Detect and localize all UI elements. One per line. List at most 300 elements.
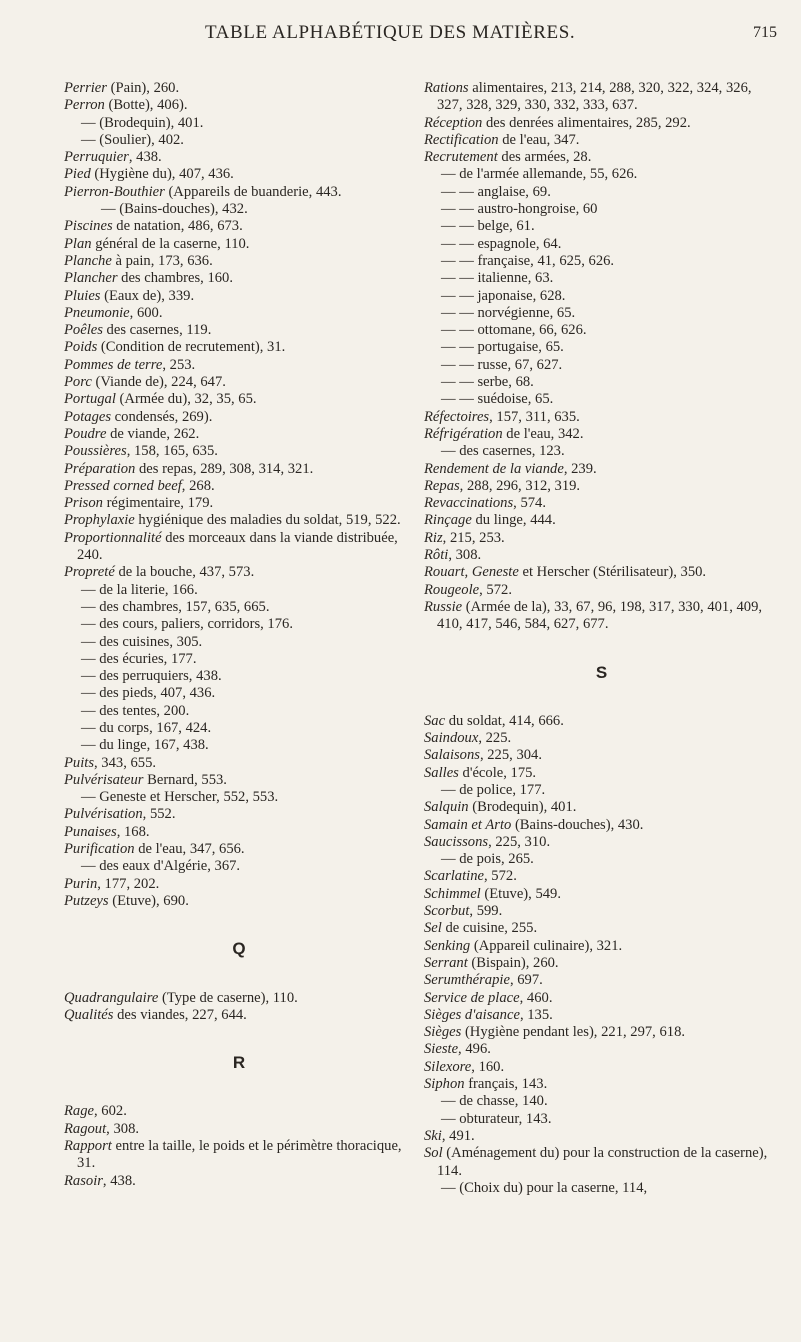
index-entry [64, 409, 414, 426]
index-entry [64, 755, 414, 772]
entry-term: Portugal [64, 391, 116, 408]
index-entry [424, 547, 779, 564]
index-entry [64, 305, 414, 322]
entry-detail: (Eaux de), 339. [100, 287, 195, 304]
entry-detail: , 491. [441, 1127, 475, 1144]
index-entry [64, 806, 414, 823]
entry-detail: — des casernes, 123. [441, 443, 565, 460]
entry-term: Perron [64, 97, 105, 114]
entry-term: Proportionnalité [64, 529, 162, 546]
index-entry [424, 530, 779, 547]
index-entry [424, 443, 779, 460]
entry-detail: — des chambres, 157, 635, 665. [81, 598, 270, 615]
entry-detail: — de police, 177. [441, 781, 546, 798]
entry-detail: , 158, 165, 635. [126, 443, 218, 460]
entry-term: Prophylaxie [64, 512, 135, 529]
index-entry [424, 747, 779, 764]
entry-detail: , 496. [458, 1041, 491, 1058]
index-entry [64, 322, 414, 339]
entry-detail: — — serbe, 68. [441, 374, 534, 391]
entry-detail: , 168. [116, 823, 150, 840]
entry-term: Rations [424, 80, 469, 96]
entry-detail: (Hygiène pendant les), 221, 297, 618. [461, 1024, 686, 1041]
entry-detail: régimentaire, 179. [102, 495, 214, 512]
entry-term: Pluies [64, 287, 101, 304]
entry-detail: (Type de caserne), 110. [158, 989, 298, 1006]
index-entry [64, 374, 414, 391]
index-entry [64, 582, 414, 599]
entry-term: Putzeys [64, 892, 109, 909]
entry-term: Plan [64, 235, 92, 252]
entry-detail: — du linge, 167, 438. [81, 737, 209, 754]
entry-term: Rôti [424, 547, 449, 564]
entry-detail: , 160. [471, 1058, 505, 1075]
index-entry [64, 720, 414, 737]
entries-p [64, 80, 414, 910]
page-header [0, 22, 801, 50]
left-column [64, 80, 414, 1190]
index-entry [64, 530, 414, 565]
entry-term: Poussières [64, 443, 127, 460]
entry-term: Scorbut [424, 903, 470, 920]
index-entry [424, 990, 779, 1007]
entry-detail: (Aménagement du) pour la construction de la caserne), 114. [437, 1145, 768, 1179]
entry-detail: — (Brodequin), 401. [81, 114, 204, 131]
page-number: 715 [753, 24, 777, 41]
entry-detail: (Etuve), 549. [480, 885, 561, 902]
entry-term: Serumthérapie [424, 972, 510, 989]
entry-term: Rouart, Geneste [424, 564, 519, 581]
entry-detail: français, 143. [464, 1076, 548, 1093]
entry-term: Rougeole [424, 581, 480, 598]
entry-term: Senking [424, 937, 471, 954]
entry-term: Réfrigération [424, 425, 503, 442]
entry-detail: de viande, 262. [106, 425, 200, 442]
index-entry [424, 236, 779, 253]
section-letter-s: S [595, 662, 608, 682]
index-entry [424, 149, 779, 166]
index-entry [64, 184, 414, 201]
index-entry [64, 339, 414, 356]
entry-detail: (Armée de la), 33, 67, 96, 198, 317, 330, 401, 409, 410, 417, 546, 584, 627, 677. [437, 598, 763, 633]
entry-term: Sièges [424, 1024, 462, 1041]
entry-detail: de la bouche, 437, 573. [114, 564, 255, 581]
index-entry [64, 990, 414, 1007]
index-entry [64, 616, 414, 633]
index-entry [64, 1007, 414, 1024]
entry-term: Poudre [64, 425, 107, 442]
index-entry [64, 478, 414, 495]
index-entry [64, 149, 414, 166]
entry-detail: (Pain), 260. [106, 80, 180, 96]
index-entry [424, 270, 779, 287]
entry-term: Potages [64, 408, 112, 425]
entry-detail: , 602. [94, 1103, 127, 1120]
entry-term: Puits [64, 754, 94, 771]
index-entry [424, 512, 779, 529]
entry-detail: Bernard, 553. [143, 771, 227, 788]
entry-detail: (Hygiène du), 407, 436. [90, 166, 234, 183]
index-entry [424, 426, 779, 443]
entry-detail: (Viande de), 224, 647. [91, 374, 226, 391]
entry-detail: — des tentes, 200. [81, 702, 190, 719]
entry-detail: des armées, 28. [497, 149, 592, 166]
entry-detail: , 215, 253. [442, 529, 505, 546]
entry-term: Poids [64, 339, 98, 356]
index-entry [64, 651, 414, 668]
index-entry [64, 80, 414, 97]
index-entry [64, 236, 414, 253]
entry-term: Poêles [64, 322, 103, 339]
index-entry [64, 426, 414, 443]
entry-detail: , 552. [142, 806, 176, 823]
entry-detail: (Armée du), 32, 35, 65. [115, 391, 257, 408]
index-entry [64, 1173, 414, 1190]
index-entry [64, 824, 414, 841]
entry-detail: — — norvégienne, 65. [441, 304, 576, 321]
entry-term: Sièges d'aisance [424, 1006, 520, 1023]
index-entry [64, 253, 414, 270]
entry-detail: — des pieds, 407, 436. [81, 685, 216, 702]
index-entry [424, 834, 779, 851]
index-entry [424, 972, 779, 989]
entry-detail: , 225, 310. [488, 833, 551, 850]
entries-r-right [424, 80, 779, 634]
section-letter-q: Q [232, 939, 246, 959]
entry-detail: des viandes, 227, 644. [113, 1006, 247, 1023]
entry-detail: des casernes, 119. [102, 322, 212, 339]
index-entry [424, 218, 779, 235]
index-entry [64, 357, 414, 374]
right-column [424, 80, 779, 1197]
entry-detail: du linge, 444. [471, 512, 556, 529]
index-entry [424, 495, 779, 512]
index-entry [424, 305, 779, 322]
index-entry [64, 668, 414, 685]
entry-term: Purification [64, 841, 135, 858]
entry-detail: des morceaux dans la viande distribuée, 240. [77, 529, 398, 564]
index-entry [424, 166, 779, 183]
index-entry [64, 876, 414, 893]
entry-detail: , 343, 655. [94, 754, 157, 771]
entry-detail: , 253. [162, 356, 196, 373]
index-entry [424, 955, 779, 972]
index-entry [64, 115, 414, 132]
entry-detail: , 574. [513, 495, 546, 512]
entry-detail: — — austro-hongroise, 60 [441, 201, 598, 218]
entry-term: Planche [64, 252, 112, 269]
entry-detail: — (Bains-douches), 432. [101, 201, 248, 218]
entry-term: Scarlatine [424, 868, 484, 885]
index-entry [424, 132, 779, 149]
entry-detail: des chambres, 160. [117, 270, 234, 287]
entry-detail: (Bains-douches), 430. [511, 816, 644, 833]
entry-term: Pommes de terre [64, 356, 163, 373]
entry-detail: — des perruquiers, 438. [81, 668, 222, 685]
index-entry [424, 1041, 779, 1058]
index-entry [424, 357, 779, 374]
entry-detail: — — ottomane, 66, 626. [441, 322, 587, 339]
index-entry [424, 713, 779, 730]
entry-detail: — des cuisines, 305. [81, 633, 203, 650]
entry-term: Perruquier [64, 149, 129, 166]
index-entry [64, 858, 414, 875]
index-entry [424, 730, 779, 747]
entry-term: Riz [424, 529, 443, 546]
entry-term: Salaisons [424, 747, 480, 764]
entry-detail: — — japonaise, 628. [441, 287, 566, 304]
entry-detail: — de pois, 265. [441, 851, 534, 868]
index-entry [424, 322, 779, 339]
entry-term: Saucissons [424, 833, 489, 850]
index-entry [64, 841, 414, 858]
index-entry [64, 512, 414, 529]
entry-detail: , 225, 304. [479, 747, 542, 764]
entry-term: Sieste [424, 1041, 459, 1058]
entries-s [424, 713, 779, 1197]
entry-term: Porc [64, 374, 92, 391]
index-entry [64, 270, 414, 287]
entry-detail: — — française, 41, 625, 626. [441, 252, 615, 269]
entry-detail: (Botte), 406). [104, 97, 188, 114]
entry-detail: — de l'armée allemande, 55, 626. [441, 166, 638, 183]
index-entry [64, 685, 414, 702]
entry-term: Salquin [424, 799, 469, 816]
entry-detail: — — anglaise, 69. [441, 183, 551, 200]
index-entry [424, 1093, 779, 1110]
index-entry [64, 564, 414, 581]
index-entry [424, 582, 779, 599]
index-entry [64, 703, 414, 720]
entry-term: Perrier [64, 80, 107, 96]
entries-q [64, 990, 414, 1025]
entry-term: Réception [424, 114, 483, 131]
entry-detail: de natation, 486, 673. [112, 218, 243, 235]
entry-detail: , 460. [519, 989, 553, 1006]
entry-term: Piscines [64, 218, 113, 235]
index-entry [424, 1076, 779, 1093]
entry-detail: de cuisine, 255. [441, 920, 538, 937]
entry-detail: — des eaux d'Algérie, 367. [81, 858, 241, 875]
page-title: TABLE ALPHABÉTIQUE DES MATIÈRES. [205, 22, 576, 43]
entry-term: Rinçage [424, 512, 472, 529]
entry-detail: , 157, 311, 635. [489, 408, 580, 425]
index-entry [424, 782, 779, 799]
entry-detail: , 268. [181, 477, 215, 494]
entry-detail: — — suédoise, 65. [441, 391, 554, 408]
index-entry [64, 461, 414, 478]
index-entry [64, 218, 414, 235]
entry-term: Rectification [424, 131, 499, 148]
index-entry [424, 80, 779, 115]
entry-detail: — — russe, 67, 627. [441, 356, 563, 373]
entry-term: Repas [424, 477, 460, 494]
entry-term: Schimmel [424, 885, 481, 902]
entry-detail: — — belge, 61. [441, 218, 535, 235]
entry-detail: — Geneste et Herscher, 552, 553. [81, 789, 279, 806]
entry-term: Pulvérisation [64, 806, 143, 823]
entry-term: Recrutement [424, 149, 498, 166]
entry-term: Russie [424, 598, 463, 615]
entry-detail: — des écuries, 177. [81, 650, 197, 667]
entry-detail: (Bispain), 260. [467, 954, 559, 971]
index-entry [424, 1111, 779, 1128]
index-entry [424, 1024, 779, 1041]
entry-detail: — obturateur, 143. [441, 1110, 552, 1127]
entry-term: Pressed corned beef [64, 477, 182, 494]
entry-detail: (Brodequin), 401. [468, 799, 577, 816]
entry-detail: , 177, 202. [97, 875, 160, 892]
entry-detail: de l'eau, 342. [502, 425, 584, 442]
index-entry [64, 789, 414, 806]
entry-detail: d'école, 175. [458, 764, 537, 781]
entry-detail: entre la taille, le poids et le périmètre thoracique, 31. [77, 1138, 402, 1172]
entry-detail: (Condition de recrutement), 31. [97, 339, 286, 356]
entry-term: Qualités [64, 1006, 114, 1023]
entry-detail: (Appareils de buanderie, 443. [164, 183, 342, 200]
entry-detail: , 288, 296, 312, 319. [459, 477, 581, 494]
entry-detail: (Appareil culinaire), 321. [470, 937, 623, 954]
index-entry [424, 1180, 779, 1197]
entry-detail: alimentaires, 213, 214, 288, 320, 322, 324, 326, 327, 328, 329, 330, 332, 333, 637. [437, 80, 752, 114]
entry-detail: — — italienne, 63. [441, 270, 554, 287]
entry-detail: , 438. [102, 1172, 136, 1189]
index-entry [64, 166, 414, 183]
entry-term: Préparation [64, 460, 136, 477]
entry-detail: hygiénique des maladies du soldat, 519, 522. [134, 512, 401, 529]
entry-term: Quadrangulaire [64, 989, 159, 1006]
index-entry [424, 391, 779, 408]
index-entry [424, 817, 779, 834]
entry-term: Sol [424, 1145, 443, 1162]
index-entry [424, 1145, 779, 1180]
entry-term: Ragout [64, 1120, 107, 1137]
index-entry [64, 772, 414, 789]
index-entry [64, 97, 414, 114]
index-entry [424, 851, 779, 868]
index-entry [424, 288, 779, 305]
entry-detail: du soldat, 414, 666. [445, 712, 564, 729]
index-entry [424, 886, 779, 903]
entry-detail: de l'eau, 347, 656. [134, 841, 245, 858]
entry-detail: — (Soulier), 402. [81, 131, 184, 148]
entry-term: Rendement de la viande [424, 460, 564, 477]
entry-term: Serrant [424, 954, 468, 971]
index-entry [64, 634, 414, 651]
entry-term: Revaccinations [424, 495, 514, 512]
entry-term: Rasoir [64, 1172, 103, 1189]
entry-detail: — de chasse, 140. [441, 1093, 548, 1110]
index-entry [64, 1103, 414, 1120]
entry-detail: des denrées alimentaires, 285, 292. [482, 114, 691, 131]
entry-term: Service de place [424, 989, 520, 1006]
index-entry [424, 409, 779, 426]
index-entry [64, 737, 414, 754]
entry-term: Ski [424, 1127, 442, 1144]
entry-detail: , 308. [448, 547, 482, 564]
entry-term: Purin [64, 875, 98, 892]
index-entry [424, 374, 779, 391]
entry-detail: , 239. [563, 460, 597, 477]
index-entry [424, 1007, 779, 1024]
entry-term: Salles [424, 764, 459, 781]
entry-detail: , 135. [519, 1006, 553, 1023]
index-entry [424, 478, 779, 495]
entry-detail: — de la literie, 166. [81, 581, 198, 598]
index-entry [64, 201, 414, 218]
index-entry [424, 903, 779, 920]
index-entry [64, 443, 414, 460]
entry-detail: , 572. [484, 868, 517, 885]
index-entry [424, 599, 779, 634]
entry-term: Prison [64, 495, 103, 512]
entry-term: Pied [64, 166, 91, 183]
index-entry [424, 765, 779, 782]
entry-term: Silexore [424, 1058, 472, 1075]
index-entry [424, 564, 779, 581]
entry-term: Siphon [424, 1076, 465, 1093]
entry-detail: — des cours, paliers, corridors, 176. [81, 616, 293, 633]
entry-detail: des repas, 289, 308, 314, 321. [135, 460, 314, 477]
index-entry [424, 115, 779, 132]
entry-term: Rapport [64, 1138, 112, 1155]
entry-detail: , 225. [478, 730, 512, 747]
entry-detail: général de la caserne, 110. [91, 235, 250, 252]
section-letter-r: R [232, 1053, 246, 1073]
entry-term: Réfectoires [424, 408, 490, 425]
entry-detail: , 572. [479, 581, 512, 598]
entry-detail: (Etuve), 690. [108, 892, 189, 909]
index-entry [424, 938, 779, 955]
entry-term: Plancher [64, 270, 118, 287]
entry-term: Samain et Arto [424, 816, 512, 833]
entry-detail: — — espagnole, 64. [441, 235, 562, 252]
entry-term: Saindoux [424, 730, 479, 747]
entry-detail: , 600. [129, 304, 163, 321]
index-entry [64, 391, 414, 408]
entry-term: Sel [424, 920, 442, 937]
index-entry [424, 868, 779, 885]
entry-detail: , 599. [469, 903, 503, 920]
index-entry [64, 1121, 414, 1138]
index-entry [64, 1138, 414, 1173]
index-entry [424, 253, 779, 270]
index-entry [424, 184, 779, 201]
entry-detail: et Herscher (Stérilisateur), 350. [518, 564, 707, 581]
entry-term: Pneumonie [64, 304, 130, 321]
index-entry [64, 599, 414, 616]
index-entry [424, 1128, 779, 1145]
index-entry [424, 799, 779, 816]
entry-detail: — (Choix du) pour la caserne, 114, [441, 1179, 648, 1196]
entry-detail: à pain, 173, 636. [111, 252, 213, 269]
entry-detail: de l'eau, 347. [498, 131, 580, 148]
entry-term: Rage [64, 1103, 94, 1120]
index-entry [424, 920, 779, 937]
entry-detail: , 308. [106, 1120, 140, 1137]
entry-term: Propreté [64, 564, 115, 581]
index-entry [64, 132, 414, 149]
index-entry [64, 288, 414, 305]
entry-detail: , 438. [128, 149, 162, 166]
index-entry [424, 1059, 779, 1076]
entries-r-left [64, 1103, 414, 1189]
entry-detail: — du corps, 167, 424. [81, 719, 212, 736]
entry-term: Pierron-Bouthier [64, 183, 165, 200]
index-entry [64, 495, 414, 512]
entry-detail: condensés, 269). [111, 408, 213, 425]
index-entry [424, 201, 779, 218]
